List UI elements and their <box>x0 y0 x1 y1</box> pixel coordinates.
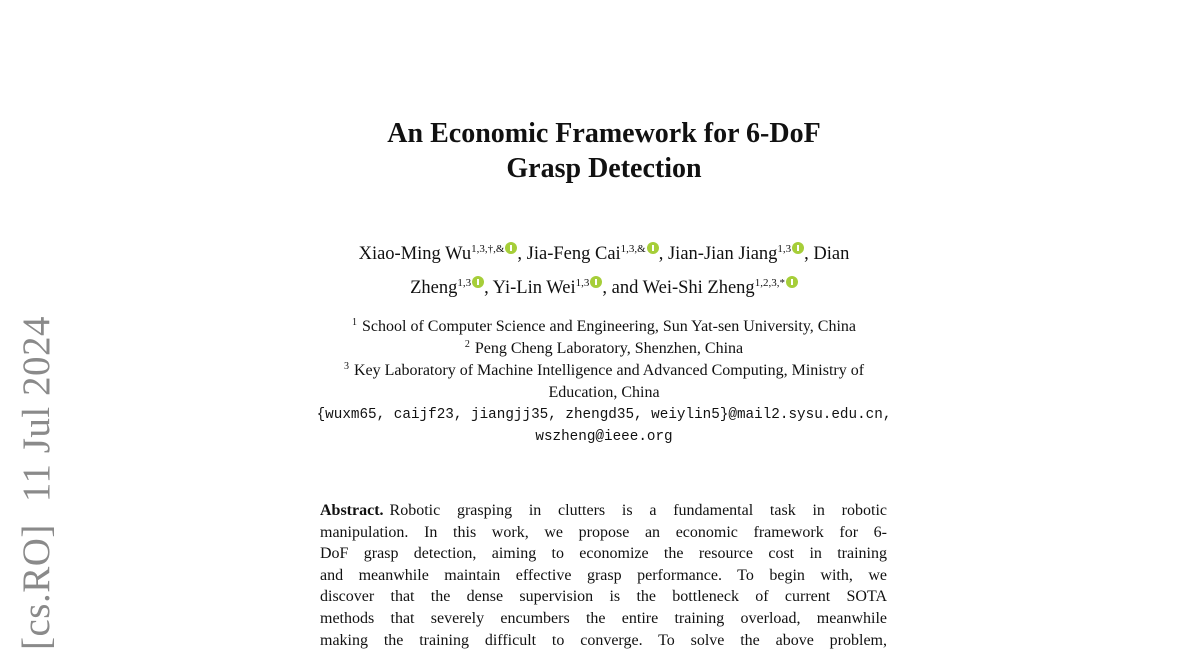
affiliation-text: Key Laboratory of Machine Intelligence and Advanced Computing, Ministry of <box>353 362 865 379</box>
author-name: Yi-Lin Wei <box>492 278 576 298</box>
author-name-part: Zheng <box>410 278 458 298</box>
author-marks: 1,3,& <box>620 243 646 255</box>
paper-title <box>300 116 908 186</box>
abstract-line: methods that severely encumbers the entire training overload, meanwhile <box>320 609 887 627</box>
email-line-2[interactable]: wszheng@ieee.org <box>535 429 673 445</box>
title-line-1: An Economic Framework for 6-DoF <box>387 118 821 149</box>
affiliation-3 <box>278 360 930 382</box>
abstract-label: Abstract. <box>320 502 384 519</box>
author-list: Xiao-Ming $Wu^{1,3,\dagger,\&}$ , Jia-Feng Cai$^{1,3,\&}$ , Jian-Jian Jiang$^{1,3}$ , Dian Zheng$^{1,3}$ , Yi-Lin Wei$^{1,3}$ , and Wei-Shi Zheng$^{1,2,3,*}$ <box>358 243 850 298</box>
affiliations <box>278 316 930 448</box>
author-conjunction: , and <box>602 278 643 298</box>
orcid-icon[interactable] <box>786 276 798 288</box>
abstract <box>320 500 887 651</box>
affiliation-number: 2 <box>464 339 470 350</box>
author-marks: 1,3 <box>777 243 792 255</box>
orcid-icon[interactable] <box>647 242 659 254</box>
email-line-1[interactable]: {wuxm65, caijf23, jiangjj35, zhengd35, weiylin5}@mail2.sysu.edu.cn, <box>316 407 892 423</box>
abstract-text: Robotic grasping in clutters is a fundamental task in robotic <box>389 502 887 519</box>
abstract-line: making the training difficult to converge. To solve the above problem, <box>320 631 887 649</box>
abstract-line: and meanwhile maintain effective grasp performance. To begin with, we <box>320 566 887 584</box>
author-name-part: Dian <box>813 244 850 264</box>
affiliation-number: 1 <box>352 317 357 328</box>
abstract-line: DoF grasp detection, aiming to economize the resource cost in training <box>320 545 887 563</box>
orcid-icon[interactable] <box>505 242 517 254</box>
author-name: Jian-Jian Jiang <box>667 244 778 264</box>
author-marks: 1,3 <box>457 277 472 289</box>
affiliation-2 <box>278 338 930 360</box>
affiliation-text: School of Computer Science and Engineering, Sun Yat-sen University, China <box>362 318 856 335</box>
author-marks: 1,3,†,& <box>471 243 505 255</box>
abstract-line: discover that the dense supervision is the bottleneck of current SOTA <box>320 588 887 606</box>
affiliation-text: Peng Cheng Laboratory, Shenzhen, China <box>474 340 744 357</box>
abstract-line <box>320 500 887 522</box>
orcid-icon[interactable] <box>590 276 602 288</box>
author-name: Xiao-Ming Wu <box>358 244 472 264</box>
affiliation-3-cont: Education, China <box>548 384 660 401</box>
author-name: Jia-Feng Cai <box>526 244 621 264</box>
abstract-line: manipulation. In this work, we propose an economic framework for 6- <box>320 523 887 541</box>
affiliation-1 <box>278 316 930 338</box>
title-line-2: Grasp Detection <box>506 153 702 184</box>
author-marks: 1,2,3,* <box>754 277 785 289</box>
author-name: Wei-Shi Zheng <box>642 278 755 298</box>
orcid-icon[interactable] <box>472 276 484 288</box>
affiliation-number: 3 <box>343 361 349 372</box>
author-marks: 1,3 <box>575 277 590 289</box>
arxiv-side-stamp <box>15 310 59 650</box>
orcid-icon[interactable] <box>792 242 804 254</box>
arxiv-category: [cs.RO] <box>15 524 58 650</box>
arxiv-date: 11 Jul 2024 <box>15 316 58 503</box>
